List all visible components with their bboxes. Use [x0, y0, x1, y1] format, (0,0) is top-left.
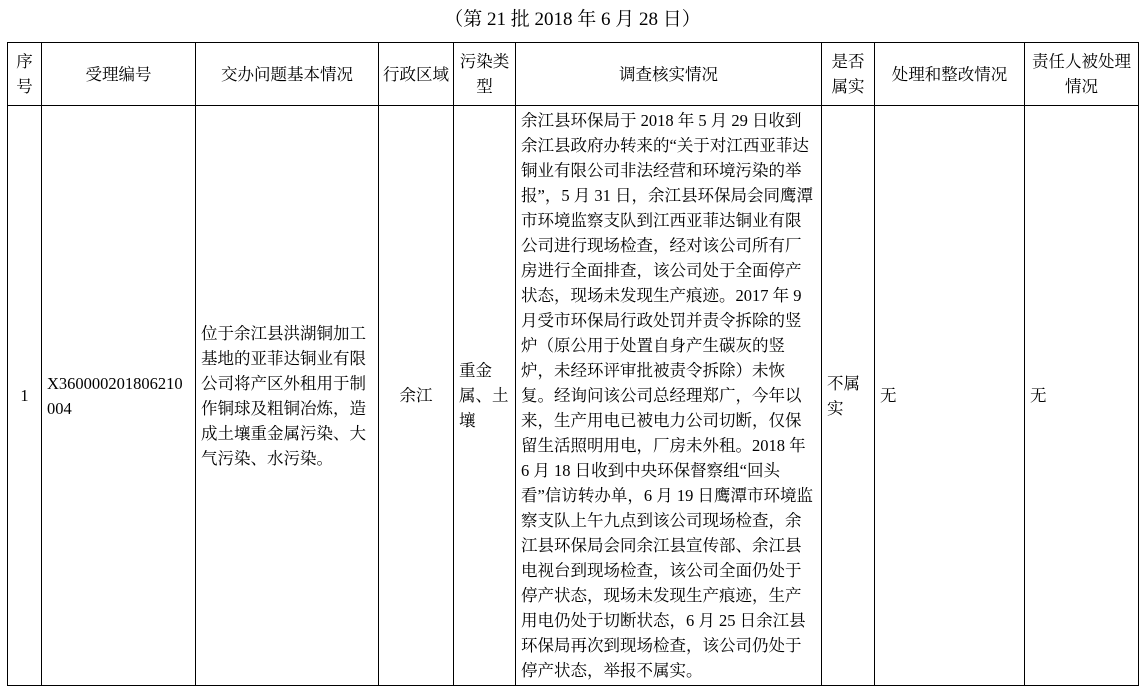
cell-code: X360000201806210004: [42, 106, 196, 686]
column-header-seq: 序号: [8, 43, 42, 106]
table-row: [8, 106, 1139, 686]
column-header-pollution-type: 污染类型: [454, 43, 516, 106]
cell-region: 余江: [379, 106, 454, 686]
cell-investigation: 余江县环保局于 2018 年 5 月 29 日收到余江县政府办转来的“关于对江西亚菲达铜业有限公司非法经营和环境污染的举报”，5 月 31 日，余江县环保局会同鹰潭市环境监察支队到江西亚菲达铜业有限公司进行现场检查，经对该公司所有厂房进行全面排查，该公司处于全面停产状态，现场未发现生产痕迹。2017 年 9 月受市环保局行政处罚并责令拆除的竖炉（原公用于处置自身产生碳灰的竖炉，未经环评审批被责令拆除）未恢复。经询问该公司总经理郑广，今年以来，生产用电已被电力公司切断，仅保留生活照明用电，厂房未外租。2018 年 6 月 18 日收到中央环保督察组“回头看”信访转办单，6 月 19 日鹰潭市环境监察支队上午九点到该公司现场检查，余江县环保局会同余江县宣传部、余江县电视台到现场检查，该公司全面仍处于停产状态，现场未发现生产痕迹，生产用电仍处于切断状态，6 月 25 日余江县环保局再次到现场检查，该公司仍处于停产状态，举报不属实。: [516, 106, 822, 686]
column-header-is-true: 是否属实: [822, 43, 875, 106]
cell-is-true: 不属实: [822, 106, 875, 686]
cell-handling: 无: [875, 106, 1025, 686]
column-header-region: 行政区域: [379, 43, 454, 106]
column-header-investigation: 调查核实情况: [516, 43, 822, 106]
column-header-code: 受理编号: [42, 43, 196, 106]
cell-description: 位于余江县洪湖铜加工基地的亚菲达铜业有限公司将产区外租用于制作铜球及粗铜冶炼，造成土壤重金属污染、大气污染、水污染。: [196, 106, 379, 686]
page-title: （第 21 批 2018 年 6 月 28 日）: [444, 9, 701, 30]
column-header-description: 交办问题基本情况: [196, 43, 379, 106]
cell-seq: 1: [8, 106, 42, 686]
report-table: [7, 42, 1139, 686]
column-header-responsible-person: 责任人被处理情况: [1025, 43, 1139, 106]
cell-responsible-person: 无: [1025, 106, 1139, 686]
table-header-row: [8, 43, 1139, 106]
column-header-handling: 处理和整改情况: [875, 43, 1025, 106]
cell-pollution-type: 重金属、土壤: [454, 106, 516, 686]
